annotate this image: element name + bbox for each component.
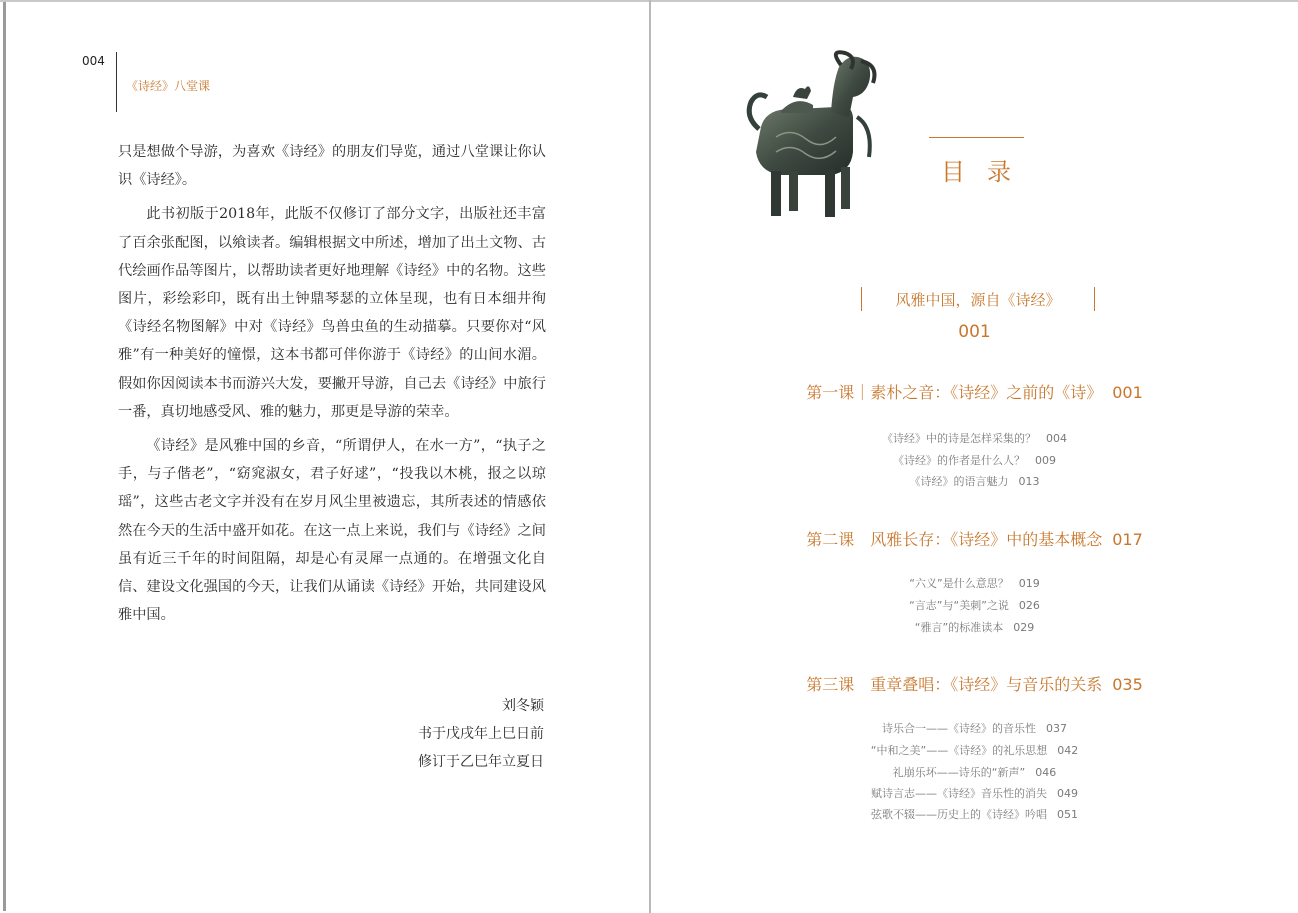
subentry-page: 019	[1018, 577, 1040, 590]
lesson-page: 001	[1112, 383, 1143, 402]
intro-page-number: 001	[958, 322, 991, 342]
lesson-page: 017	[1112, 530, 1143, 549]
page-number: 004	[82, 54, 105, 68]
paragraph-3: 《诗经》是风雅中国的乡音，“所谓伊人，在水一方”，“执子之手，与子偕老”，“窈窕淑女，君子好逑”，“投我以木桃，报之以琼瑶”，这些古老文字并没有在岁月风尘里被遗忘，其所表述的情感依然在今天的生活中盛开如花。在这一点上来说，我们与《诗经》之间虽有近三千年的时间阻隔，却是心有灵犀一点通的。在增强文化自信、建设文化强国的今天，让我们从诵读《诗经》开始，共同建设风雅中国。	[118, 438, 546, 624]
paragraph-2: 此书初版于2018年，此版不仅修订了部分文字，出版社还丰富了百余张配图，以飨读者。编辑根据文中所述，增加了出土文物、古代绘画作品等图片，以帮助读者更好地理解《诗经》中的名物。这些图片，彩绘彩印，既有出土钟鼎琴瑟的立体呈现，也有日本细井徇《诗经名物图解》中对《诗经》鸟兽虫鱼的生动描摹。只要你对“风雅”有一种美好的憧憬，这本书都可伴你游于《诗经》的山间水湄。假如你因阅读本书而游兴大发，要撇开导游，自己去《诗经》中旅行一番，真切地感受风、雅的魅力，那更是导游的荣幸。	[118, 206, 546, 420]
lesson-2-entry[interactable]	[651, 527, 1298, 550]
toc-subentry[interactable]	[651, 764, 1298, 780]
subentry-title: 诗乐合一——《诗经》的音乐性	[882, 722, 1036, 735]
subentry-title: 弦歌不辍——历史上的《诗经》吟唱	[871, 808, 1047, 821]
subentry-page: 051	[1057, 808, 1078, 821]
toc-subentry[interactable]	[651, 473, 1298, 489]
preface-body	[118, 138, 546, 635]
subentry-title: 《诗经》中的诗是怎样采集的？	[882, 432, 1036, 445]
toc-subentry[interactable]	[651, 575, 1298, 591]
signature-block	[418, 692, 544, 776]
subentry-title: “雅言”的标准读本	[914, 621, 1004, 634]
subentry-page: 026	[1018, 599, 1040, 612]
intro-entry[interactable]	[861, 287, 1095, 311]
paragraph-1: 只是想做个导游，为喜欢《诗经》的朋友们导览，通过八堂课让你认识《诗经》。	[118, 144, 546, 189]
lesson-page: 035	[1112, 675, 1143, 694]
subentry-title: “六义”是什么意思？	[909, 577, 1009, 590]
running-head: 《诗经》八堂课	[126, 79, 211, 93]
subentry-page: 013	[1018, 475, 1040, 488]
subentry-page: 042	[1057, 744, 1079, 757]
toc-subentry[interactable]	[651, 452, 1298, 468]
toc-subentry[interactable]	[651, 742, 1298, 758]
lesson-title: 第一课｜素朴之音：《诗经》之前的《诗》	[806, 383, 1103, 402]
toc-subentry[interactable]	[651, 619, 1298, 635]
subentry-page: 037	[1046, 722, 1067, 735]
date-line-1: 书于戊戌年上巳日前	[418, 726, 544, 742]
toc-subentry[interactable]	[651, 806, 1298, 822]
subentry-page: 049	[1057, 787, 1078, 800]
toc-subentry[interactable]	[651, 785, 1298, 801]
toc-subentry[interactable]	[651, 597, 1298, 613]
bronze-ram-vessel-icon	[741, 47, 881, 227]
subentry-title: “中和之美”——《诗经》的礼乐思想	[870, 744, 1048, 757]
date-line-2: 修订于乙巳年立夏日	[418, 754, 544, 770]
subentry-title: 《诗经》的语言魅力	[909, 475, 1009, 488]
subentry-page: 004	[1046, 432, 1067, 445]
subentry-title: 赋诗言志——《诗经》音乐性的消失	[871, 787, 1047, 800]
subentry-title: 礼崩乐坏——诗乐的“新声”	[892, 766, 1026, 779]
intro-label: 风雅中国，源自《诗经》	[895, 291, 1061, 309]
subentry-page: 009	[1035, 454, 1056, 467]
toc-title: 目录	[941, 158, 1033, 186]
toc-subentry[interactable]	[651, 720, 1298, 736]
right-page	[651, 2, 1298, 911]
lesson-title: 第二课 风雅长存：《诗经》中的基本概念	[806, 530, 1103, 549]
author-name: 刘冬颖	[502, 698, 544, 714]
subentry-page: 046	[1035, 766, 1057, 779]
title-rule	[929, 137, 1024, 138]
toc-subentry[interactable]	[651, 430, 1298, 446]
subentry-title: “言志”与“美刺”之说	[909, 599, 1009, 612]
left-page	[3, 2, 652, 911]
lesson-title: 第三课 重章叠唱：《诗经》与音乐的关系	[806, 675, 1103, 694]
lesson-1-entry[interactable]	[651, 380, 1298, 403]
lesson-3-entry[interactable]	[651, 672, 1298, 695]
subentry-title: 《诗经》的作者是什么人？	[893, 454, 1025, 467]
subentry-page: 029	[1013, 621, 1035, 634]
header-rule	[116, 52, 117, 112]
